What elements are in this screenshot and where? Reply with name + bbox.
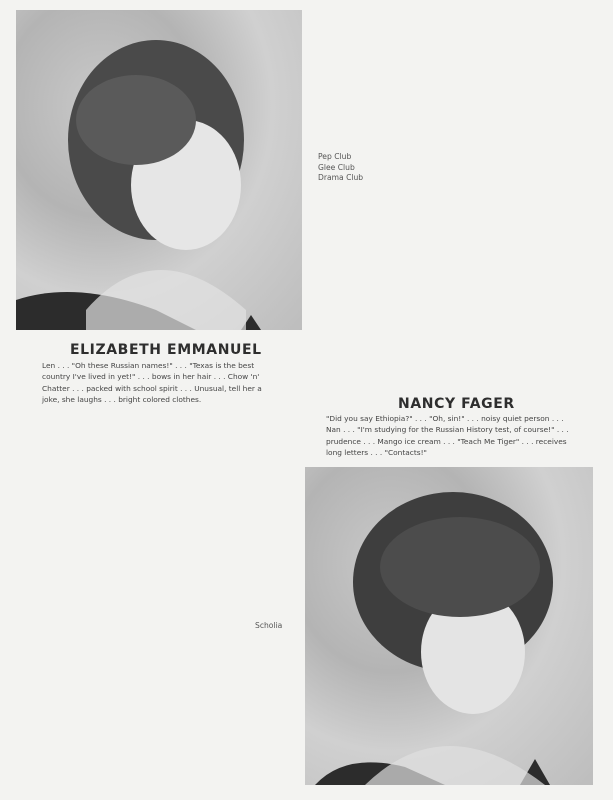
activities-list [318, 152, 363, 184]
student-bio: Len . . . "Oh these Russian names!" . . . "Texas is the best country I've lived in yet!" . . . bows in her hair . . . Chow 'n' Chatter . . . packed with school spirit . . . Unusual, tell her a joke, she laughs . . . bright colored clothes. [42, 361, 262, 405]
activity-item: Drama Club [318, 173, 364, 182]
portrait-photo-nancy-fager [305, 467, 593, 785]
activity-item: Scholia [255, 621, 283, 630]
activities-list [255, 621, 282, 632]
student-name: NANCY FAGER [398, 396, 515, 412]
activity-item: Glee Club [318, 162, 355, 172]
student-bio: "Did you say Ethiopia?" . . . "Oh, sin!" . . . noisy quiet person . . . Nan . . . "I'm studying for the Russian History test, of course!" . . . prudence . . . Mango ice cream . . . "Teach Me Tiger" . . . receives long letters . . . "Contacts!" [326, 414, 569, 458]
activity-item: Pep Club [318, 152, 352, 161]
student-name: ELIZABETH EMMANUEL [70, 342, 262, 358]
portrait-photo-elizabeth-emmanuel [16, 10, 302, 330]
